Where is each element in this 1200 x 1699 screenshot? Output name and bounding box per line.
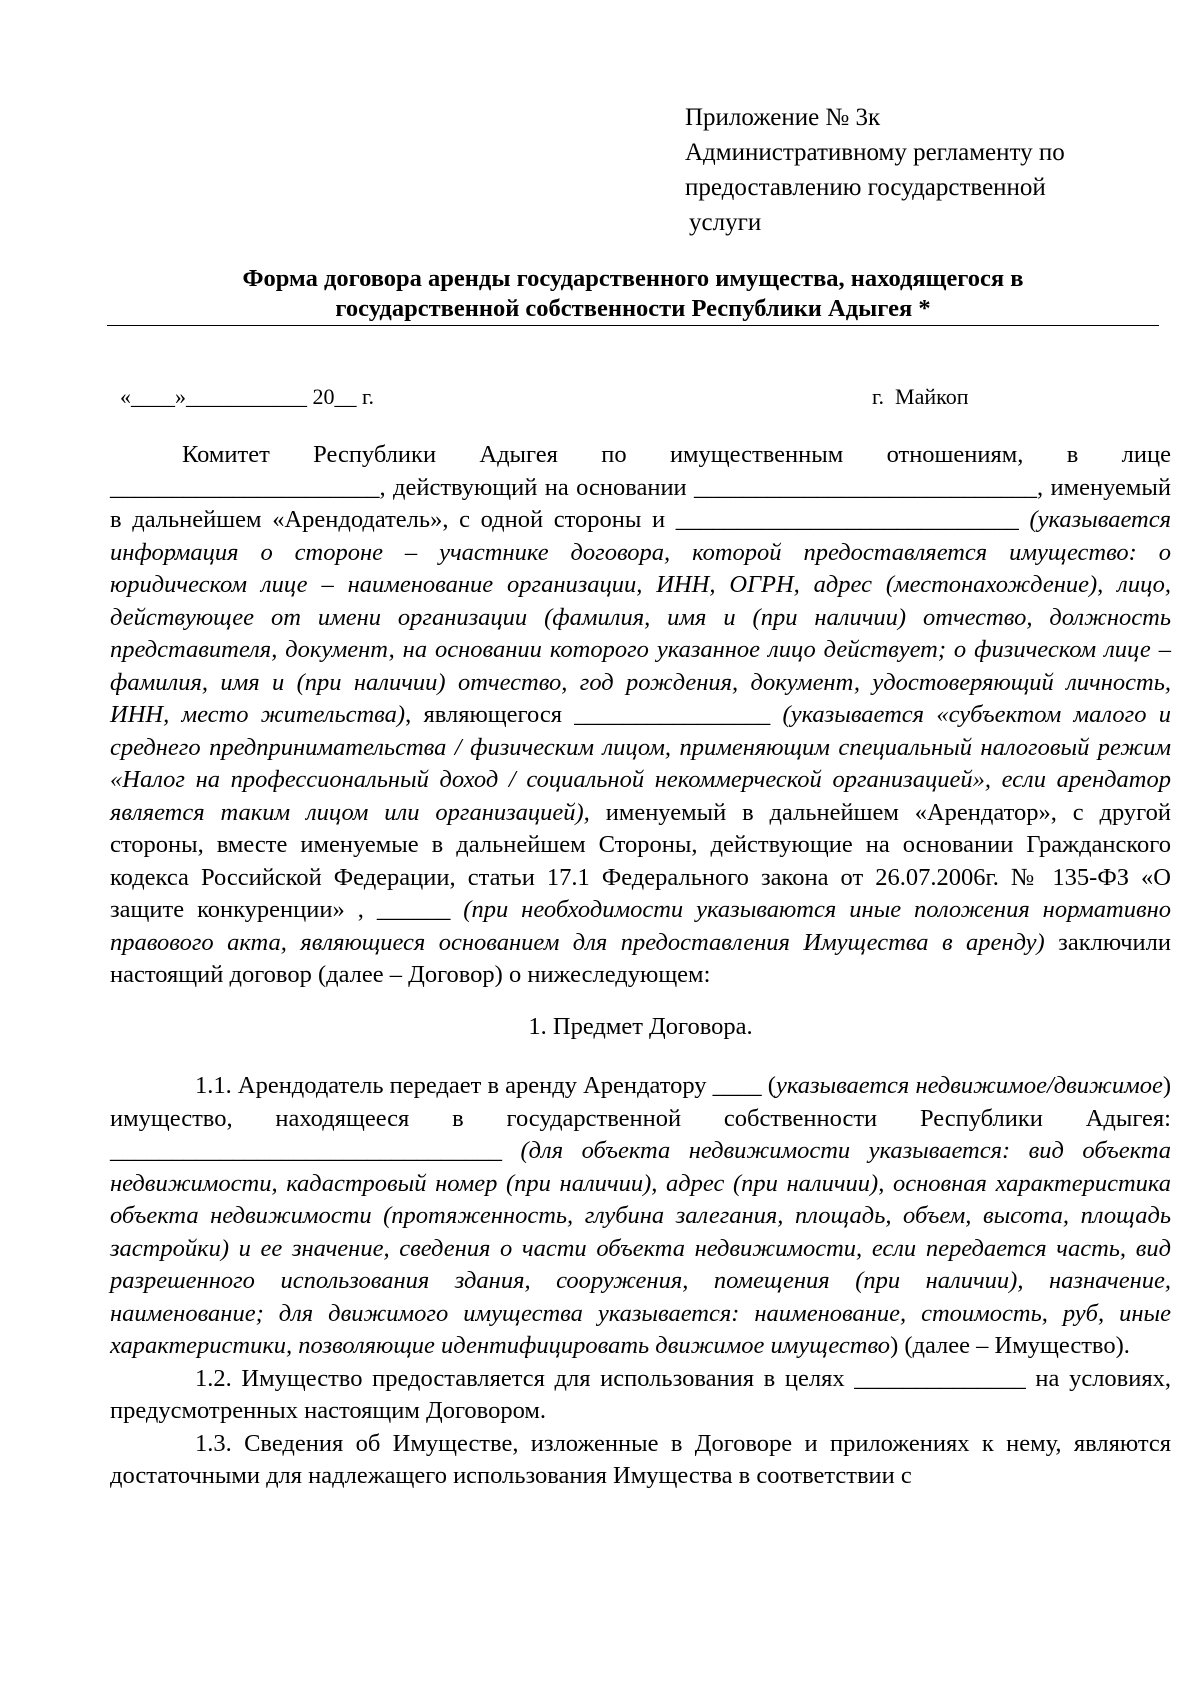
contract-date: «____»___________ 20__ г. xyxy=(120,384,375,409)
appendix-line: предоставлению государственной xyxy=(685,174,1046,201)
appendix-header xyxy=(685,100,1145,240)
clause-text: ) (далее – Имущество). xyxy=(890,1332,1130,1359)
appendix-line: услуги xyxy=(689,209,762,236)
clause-text: ) имущество, находящееся в государственной собственности Республики Адыгея: ________________________________ xyxy=(110,1072,1171,1164)
intro-text: , являющегося ________________ xyxy=(405,701,783,728)
intro-text: заключили настоящий договор (далее – Договор) о нижеследующем: xyxy=(110,928,1171,988)
document-body xyxy=(110,439,1171,1493)
clause-1-1 xyxy=(110,1070,1171,1363)
clause-italic-note: (для объекта недвижимости указывается: вид объекта недвижимости, кадастровый номер (при наличии), адрес (при наличии), основная характеристика объекта недвижимости (протяженность, глубина залегания, площадь, объем, высота, площадь застройки) и ее значение, сведения о части объекта недвижимости, если передается часть, вид разрешенного использования здания, сооружения, помещения (при наличии), назначение, наименование; для движимого имущества указывается: наименование, стоимость, руб, иные характеристики, позволяющие идентифицировать движимое имущество xyxy=(110,1137,1172,1359)
intro-italic-note: (указывается информация о стороне – участнике договора, которой предоставляется имущество: о юридическом лице – наименование организации, ИНН, ОГРН, адрес (местонахождение), лицо, действующее от имени организации (фамилия, имя и (при наличии) отчество, должность представителя, документ, на основании которого указанное лицо действует; о физическом лице – фамилия, имя и (при наличии) отчество, год рождения, документ, удостоверяющий личность, ИНН, место жительства) xyxy=(110,506,1171,728)
intro-paragraph xyxy=(110,439,1171,992)
clause-1-2: 1.2. Имущество предоставляется для использования в целях ______________ на условиях, предусмотренных настоящим Договором. xyxy=(110,1364,1171,1424)
section-title: 1. Предмет Договора. xyxy=(528,1012,753,1040)
clause-text: 1.1. Арендодатель передает в аренду Арендатору ____ ( xyxy=(195,1072,776,1099)
appendix-line: Административному регламенту по xyxy=(685,139,1065,166)
intro-italic-note: (указывается «субъектом малого и среднего предпринимательства / физическим лицом, применяющим специальный налоговый режим «Налог на профессиональный доход / социальной некоммерческой организацией», если арендатор является таким лицом или организацией), xyxy=(110,701,1172,826)
clause-italic-note: указывается недвижимое/движимое xyxy=(775,1072,1163,1099)
title-line: государственной собственности Республики Адыгея * xyxy=(335,295,931,322)
document-title xyxy=(107,264,1159,326)
clause-1-3: 1.3. Сведения об Имуществе, изложенные в Договоре и приложениях к нему, являются достаточными для надлежащего использования Имущества в соответствии с xyxy=(110,1429,1171,1489)
intro-italic-note: (при необходимости указываются иные положения нормативно правового акта, являющиеся основанием для предоставления Имущества в аренду) xyxy=(110,896,1171,956)
intro-text: именуемый в дальнейшем «Арендатор», с другой стороны, вместе именуемые в дальнейшем Стороны, действующие на основании Гражданского кодекса Российской Федерации, статьи 17.1 Федерального закона от 26.07.2006г. № 135-ФЗ «О защите конкуренции» , ______ xyxy=(110,798,1171,923)
contract-city: г. Майкоп xyxy=(872,384,969,409)
intro-text: Комитет Республики Адыгея по имущественным отношениям, в лице ______________________, действующий на основании ____________________________, именуемый в дальнейшем «Арендодатель», с одной стороны и ____________________________ xyxy=(110,441,1171,533)
title-line: Форма договора аренды государственного имущества, находящегося в xyxy=(242,265,1024,292)
appendix-line: Приложение № 3к xyxy=(685,104,881,131)
